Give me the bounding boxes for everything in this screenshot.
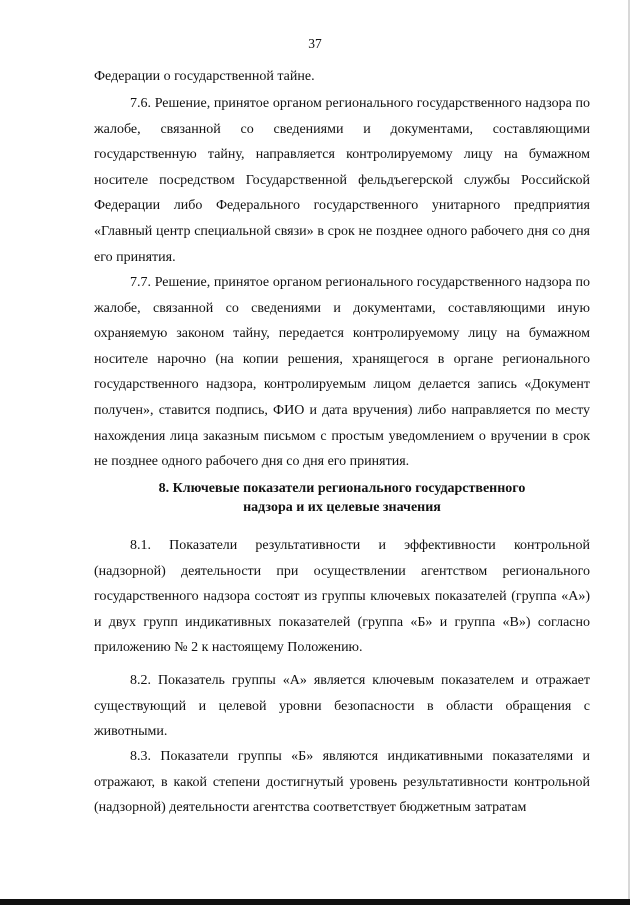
paragraph-7-7: 7.7. Решение, принятое органом регионального государственного надзора по жалобе, связанной со сведениями и документами, составляющими иную охраняемую законом тайну, передается контролируемому лицу на бумажном носителе нарочно (на копии решения, хранящегося в органе регионального государственного надзора, контролируемым лицом делается запись «Документ получен», ставится подпись, ФИО и дата вручения) либо направляется по месту нахождения лица заказным письмом с простым уведомлением о вручении в срок не позднее одного рабочего дня со дня его принятия. [94, 275, 590, 470]
paragraph-7-6: 7.6. Решение, принятое органом регионального государственного надзора по жалобе, связанной со сведениями и документами, составляющими государственную тайну, направляется контролируемому лицу на бумажном носителе посредством Государственной фельдъегерской службы Российской Федерации либо Федерального государственного унитарного предприятия «Главный центр специальной связи» в срок не позднее одного рабочего дня со дня его принятия. [94, 96, 590, 265]
page-number: 37 [308, 36, 322, 51]
paragraph-8-2: 8.2. Показатель группы «А» является ключевым показателем и отражает существующий и целевой уровни безопасности в области обращения с животными. [94, 673, 590, 740]
section-8-heading-line-2: надзора и их целевые значения [243, 500, 441, 515]
paragraph-8-1: 8.1. Показатели результативности и эффективности контрольной (надзорной) деятельности при осуществлении агентством регионального государственного надзора состоят из группы ключевых показателей (группа «А») и двух групп индикативных показателей (группа «Б» и группа «В») согласно приложению № 2 к настоящему Положению. [94, 538, 590, 656]
section-8-heading-line-1: 8. Ключевые показатели регионального государственного [158, 481, 526, 496]
continuation-line: Федерации о государственной тайне. [94, 69, 315, 84]
section-8-heading [94, 479, 590, 517]
paragraph-8-3: 8.3. Показатели группы «Б» являются индикативными показателями и отражают, в какой степени достигнутый уровень результативности контрольной (надзорной) деятельности агентства соответствует бюджетным затратам [94, 749, 590, 816]
scan-bottom-border [0, 899, 630, 905]
